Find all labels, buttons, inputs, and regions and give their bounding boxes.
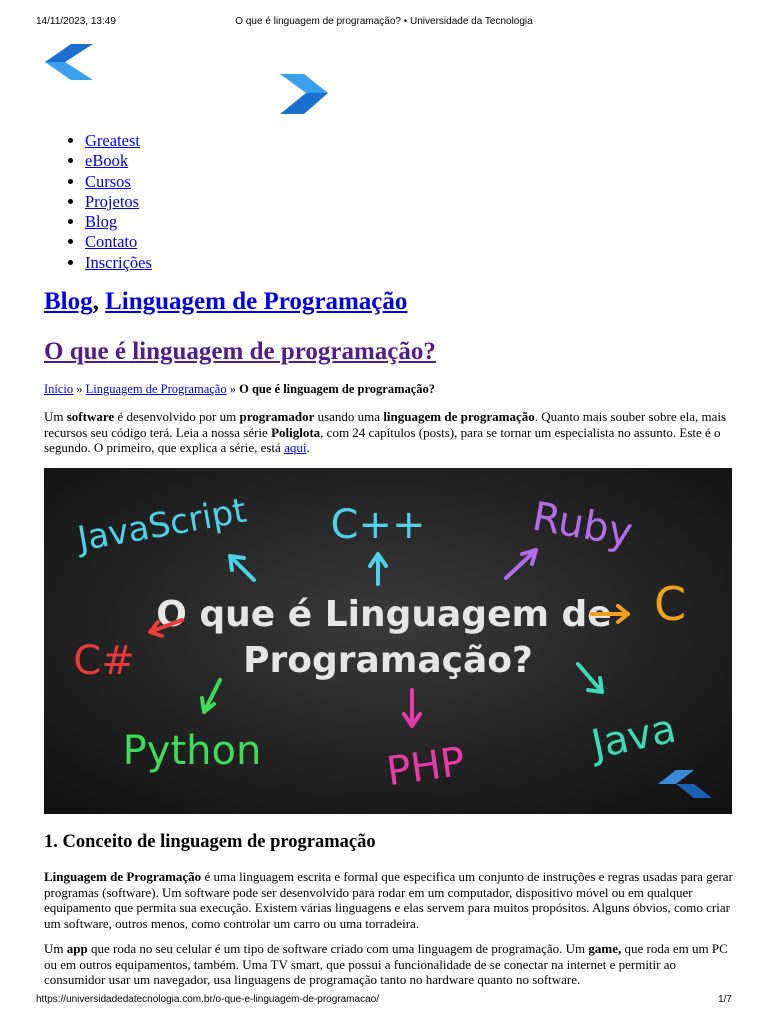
hero-headline-line2: Programação? xyxy=(243,640,533,681)
section-paragraph-1 xyxy=(44,869,734,931)
nav-item-blog xyxy=(85,212,152,232)
intro-text-4: . Quanto mais souber sobre ela, mais recursos seu código terá. Leia a nossa série xyxy=(44,409,727,440)
lang-python: Python xyxy=(122,728,262,774)
breadcrumb xyxy=(44,382,435,397)
breadcrumb-home[interactable]: Início xyxy=(44,382,74,396)
intro-bold-poliglota: Poliglota xyxy=(271,424,321,440)
lang-php: PHP xyxy=(383,738,468,796)
nav-item-inscricoes xyxy=(85,253,152,273)
intro-link-aqui[interactable]: aqui xyxy=(284,440,307,455)
section-heading-conceito: 1. Conceito de linguagem de programação xyxy=(44,832,376,852)
p2-text-3: que roda em um PC ou em outros equipamentos, também. Uma TV smart, que possui a funcionalidade de se conectar na internet e permitir ao consumidor usar um navegador, usa linguagens de programação tanto no hardware quanto no software. xyxy=(44,941,728,987)
nav-link-contato[interactable]: Contato xyxy=(85,232,138,252)
p2-text-1: Um xyxy=(44,941,67,956)
p2-bold-game: game, xyxy=(588,941,622,956)
nav-link-inscricoes[interactable]: Inscrições xyxy=(85,252,152,272)
lang-javascript: JavaScript xyxy=(74,490,250,560)
nav-item-contato xyxy=(85,232,152,252)
p1-text: é uma linguagem escrita e formal que especifica um conjunto de instruções e regras usadas para gerar programas (software). Um software pode ser desenvolvido para rodar em um computador, dispositivo móvel ou em qualquer equipamento que permita sua execução. Existem várias linguagens e elas servem para muitos propósitos. Alguns óbvios, como criar um software, outros menos, como controlar um carro ou uma torradeira. xyxy=(44,869,733,931)
site-logo-icon[interactable] xyxy=(43,42,95,84)
p2-text-2: que roda no seu celular é um tipo de software criado com uma linguagem de programação. Um xyxy=(87,941,589,956)
print-page-number: 1/7 xyxy=(718,994,732,1005)
breadcrumb-category[interactable]: Linguagem de Programação xyxy=(85,382,227,396)
nav-item-ebook xyxy=(85,151,152,171)
category-link-blog[interactable]: Blog xyxy=(44,288,93,315)
breadcrumb-sep-1: » xyxy=(73,382,86,396)
print-url: https://universidadedatecnologia.com.br/o-que-e-linguagem-de-programacao/ xyxy=(36,994,379,1005)
print-datetime: 14/11/2023, 13:49 xyxy=(36,16,116,27)
lang-cpp: C++ xyxy=(330,502,426,548)
lang-csharp: C# xyxy=(73,638,135,684)
intro-text-2: é desenvolvido por um xyxy=(114,409,240,424)
post-title xyxy=(44,338,436,366)
nav-link-blog[interactable]: Blog xyxy=(85,212,118,232)
brand-chevron-icon xyxy=(278,72,330,116)
lang-ruby: Ruby xyxy=(529,493,636,557)
nav-link-ebook[interactable]: eBook xyxy=(85,151,129,171)
hero-headline-line1: O que é Linguagem de xyxy=(156,594,612,635)
nav-item-greatest xyxy=(85,131,152,151)
nav-link-projetos[interactable]: Projetos xyxy=(85,191,140,211)
intro-text-5: , com 24 capítulos (posts), para se tornar um especialista no assunto. Este é o segundo. O primeiro, que explica a série, está xyxy=(44,424,721,455)
intro-text-6: . xyxy=(306,440,310,455)
hero-image xyxy=(44,468,732,814)
intro-paragraph xyxy=(44,409,734,456)
intro-text-3: usando uma xyxy=(314,409,384,424)
lang-java: Java xyxy=(587,705,680,769)
p2-bold-app: app xyxy=(66,941,88,956)
breadcrumb-sep-2: » xyxy=(226,382,240,396)
intro-bold-software: software xyxy=(66,409,115,424)
nav-link-cursos[interactable]: Cursos xyxy=(85,171,131,191)
nav-item-cursos xyxy=(85,172,152,192)
post-categories xyxy=(44,288,407,316)
category-link-linguagem[interactable]: Linguagem de Programação xyxy=(105,288,408,315)
nav-item-projetos xyxy=(85,192,152,212)
post-title-link[interactable]: O que é linguagem de programação? xyxy=(44,338,436,365)
p1-bold-term: Linguagem de Programação xyxy=(44,869,202,884)
section-paragraph-2 xyxy=(44,941,734,988)
intro-bold-programador: programador xyxy=(239,409,315,424)
main-nav xyxy=(44,131,152,273)
print-page-title: O que é linguagem de programação? • Universidade da Tecnologia xyxy=(235,16,533,27)
breadcrumb-current: O que é linguagem de programação? xyxy=(239,382,436,396)
lang-c: C xyxy=(653,577,687,631)
intro-bold-linguagem: linguagem de programação xyxy=(383,409,535,424)
intro-text-1: Um xyxy=(44,409,67,424)
nav-link-greatest[interactable]: Greatest xyxy=(85,131,140,150)
category-separator: , xyxy=(92,288,106,315)
